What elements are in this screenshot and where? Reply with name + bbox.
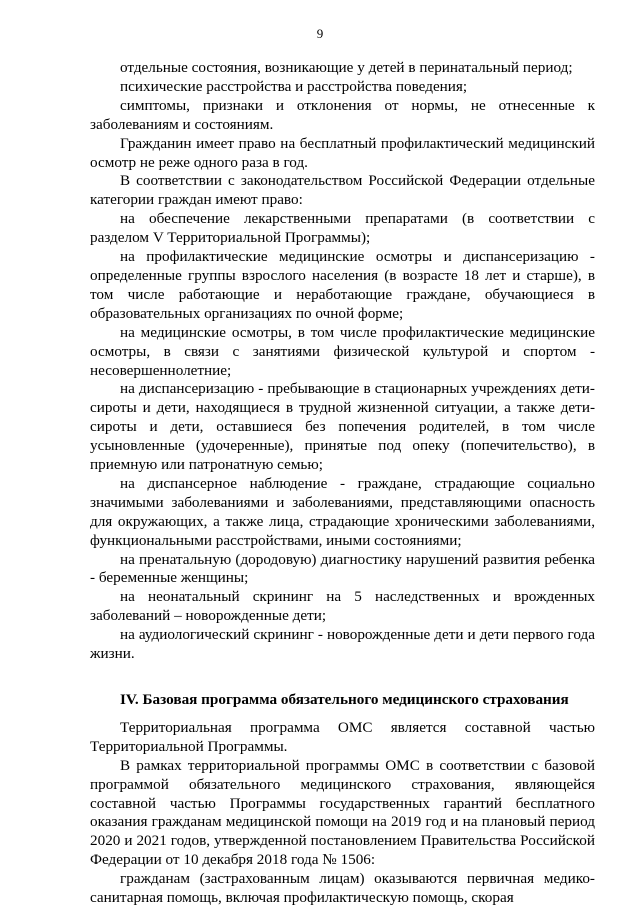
paragraph: на пренатальную (дородовую) диагностику нарушений развития ребенка - беременные женщины;	[90, 550, 595, 587]
paragraph: на профилактические медицинские осмотры и диспансеризацию - определенные группы взрослого населения (в возрасте 18 лет и старше), в том числе работающие и неработающие граждане, обучающиеся в образовательных организациях по очной форме;	[90, 248, 595, 322]
paragraph: на неонатальный скрининг на 5 наследственных и врожденных заболеваний – новорожденные дети;	[90, 588, 595, 625]
section-heading: IV. Базовая программа обязательного медицинского страхования	[120, 691, 569, 708]
paragraph: Территориальная программа ОМС является составной частью Территориальной Программы.	[90, 718, 595, 755]
document-body	[90, 59, 595, 908]
paragraph: психические расстройства и расстройства поведения;	[120, 77, 468, 95]
paragraph: на диспансеризацию - пребывающие в стационарных учреждениях дети-сироты и дети, находящиеся в трудной жизненной ситуации, а также дети-сироты и дети, оставшиеся без попечения родителей, в том числе усыновленные (удочеренные), принятые под опеку (попечительство), в приемную или патронатную семью;	[90, 380, 595, 474]
page-number: 9	[316, 26, 324, 41]
paragraph: на диспансерное наблюдение - граждане, страдающие социально значимыми заболеваниями и заболеваниями, представляющими опасность для окружающих, а также лица, страдающие хроническими заболеваниями, функциональными расстройствами, иными состояниями;	[90, 474, 595, 549]
paragraph: на обеспечение лекарственными препаратами (в соответствии с разделом V Территориальной Программы);	[90, 210, 595, 247]
paragraph: отдельные состояния, возникающие у детей в перинатальный период;	[120, 59, 573, 76]
paragraph: на медицинские осмотры, в том числе профилактические медицинские осмотры, в связи с занятиями физической культурой и спортом - несовершеннолетние;	[90, 323, 595, 379]
paragraph: Гражданин имеет право на бесплатный профилактический медицинский осмотр не реже одного раза в год.	[90, 134, 595, 171]
paragraph: на аудиологический скрининг - новорожденные дети и дети первого года жизни.	[90, 626, 595, 663]
paragraph: В рамках территориальной программы ОМС в соответствии с базовой программой обязательного медицинского страхования, являющейся составной частью Программы государственных гарантий бесплатного оказания гражданам медицинской помощи на 2019 год и на плановый период 2020 и 2021 годов, утвержденной постановлением Правительства Российской Федерации от 10 декабря 2018 года № 1506:	[90, 756, 595, 869]
paragraph: симптомы, признаки и отклонения от нормы, не отнесенные к заболеваниям и состояниям.	[90, 96, 595, 133]
paragraph: В соответствии с законодательством Российской Федерации отдельные категории граждан имеют право:	[90, 172, 595, 209]
paragraph: гражданам (застрахованным лицам) оказываются первичная медико-санитарная помощь, включая профилактическую помощь, скорая	[90, 870, 595, 907]
